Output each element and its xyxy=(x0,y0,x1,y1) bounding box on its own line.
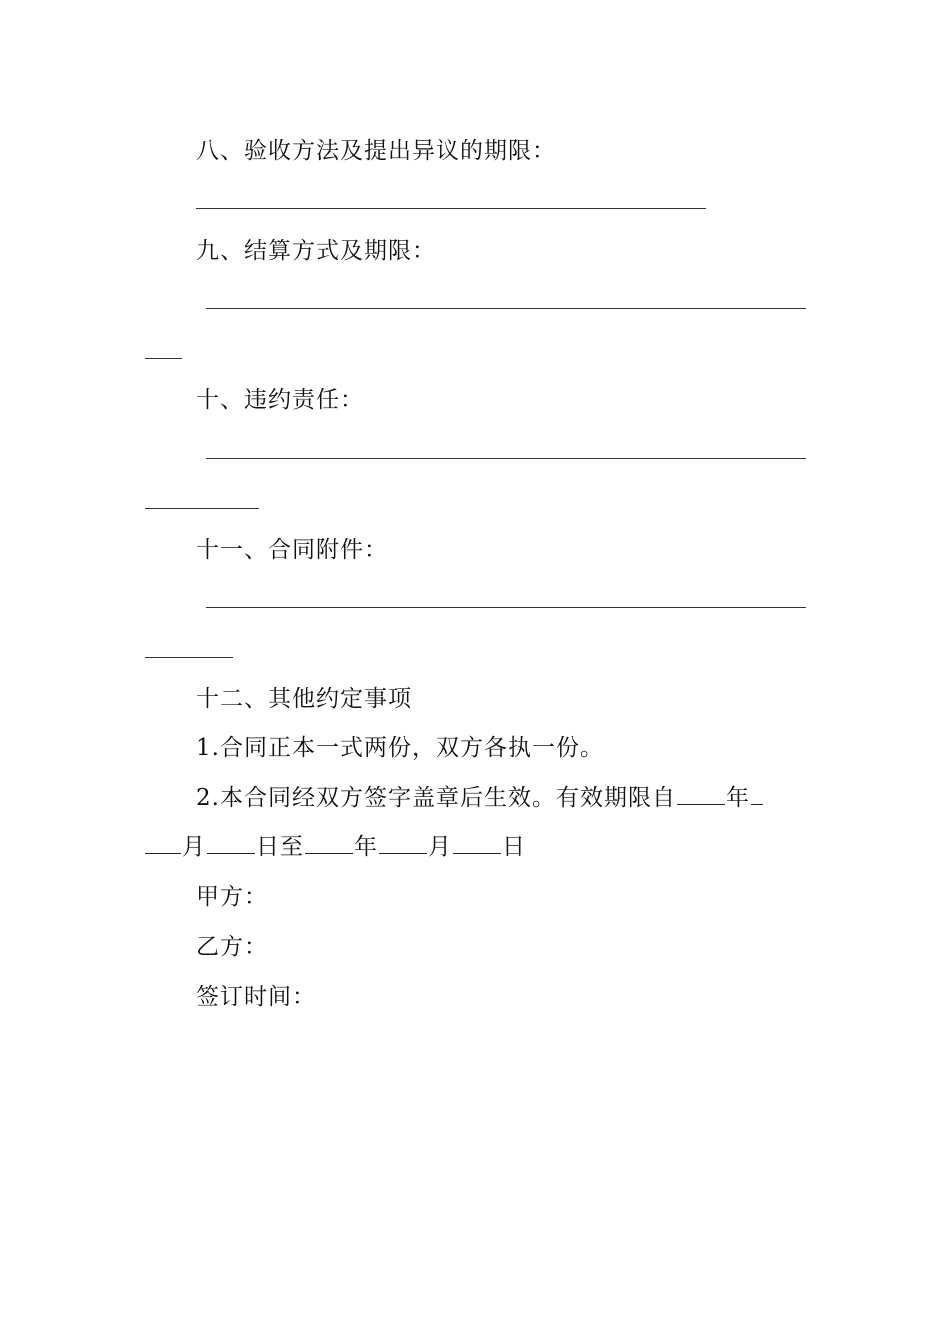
item-2-day-to-label: 日至 xyxy=(256,834,304,860)
section-11-blank-line-cont xyxy=(145,657,233,658)
day-blank xyxy=(207,835,255,854)
item-2-month-label: 月 xyxy=(182,834,206,860)
section-11-title: 十一、合同附件： xyxy=(196,537,388,563)
item-2-line-2 xyxy=(145,832,526,862)
party-a-label: 甲方： xyxy=(196,884,268,910)
section-8-title: 八、验收方法及提出异议的期限： xyxy=(196,138,556,164)
month-blank-end xyxy=(145,835,181,854)
section-10-title: 十、违约责任： xyxy=(196,387,364,413)
section-9-title: 九、结算方式及期限： xyxy=(196,238,436,264)
month-blank-start xyxy=(751,786,763,805)
section-11-blank-line xyxy=(206,607,806,608)
item-2-year-label: 年 xyxy=(725,785,750,811)
year-blank xyxy=(677,786,725,805)
item-1: 1.合同正本一式两份，双方各执一份。 xyxy=(196,735,604,761)
section-9-blank-line-cont xyxy=(145,358,182,359)
item-2-line-1 xyxy=(196,783,764,813)
section-10-blank-line xyxy=(206,458,806,459)
item-2-text: 2.本合同经双方签字盖章后生效。有效期限自 xyxy=(196,785,676,811)
item-2-year2-label: 年 xyxy=(354,834,378,860)
item-2-month2-label: 月 xyxy=(428,834,452,860)
section-10-blank-line-cont xyxy=(145,508,259,509)
month2-blank xyxy=(379,835,427,854)
section-8-blank-line xyxy=(196,208,706,209)
year2-blank xyxy=(305,835,353,854)
sign-date-label: 签订时间： xyxy=(196,984,316,1010)
party-b-label: 乙方： xyxy=(196,934,268,960)
item-2-day2-label: 日 xyxy=(502,834,526,860)
day2-blank xyxy=(453,835,501,854)
section-12-title: 十二、其他约定事项 xyxy=(196,686,412,712)
section-9-blank-line xyxy=(206,308,806,309)
